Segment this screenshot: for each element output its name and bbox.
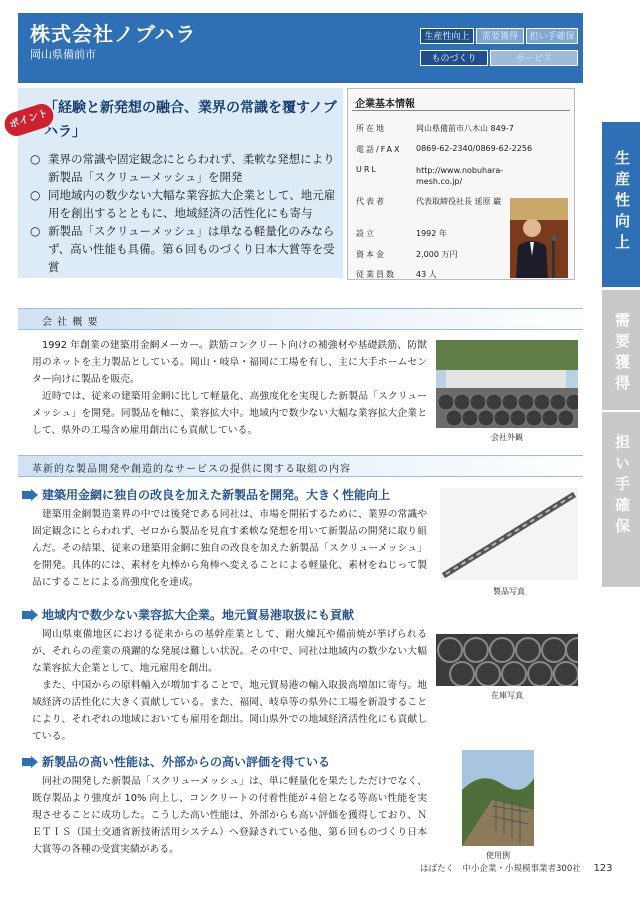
info-label-capital: 資本金 [356,250,386,259]
subtab-service[interactable]: サービス [490,50,578,66]
footer-text: はばたく 中小企業・小規模事業者300社 [420,864,581,874]
overview-paragraph: 1992 年創業の建築用金網メーカー。鉄筋コンクリート向けの補強材や基礎鉄筋、防獣用のネットを主力製品としている。岡山・岐阜・福岡に工場を有し、主に大手ホームセンター向けに製品を販売。 [32,340,427,385]
page-footer [420,862,613,874]
point-title: 「経験と新発想の融合、業界の常識を覆すノブハラ」 [44,100,337,140]
info-label-founded: 設立 [356,229,376,238]
info-label-employees: 従業員数 [356,270,396,279]
tab-productivity[interactable]: 生産性向上 [420,28,474,44]
initiative-body: 同社の開発した新製品「スクリューメッシュ」は、単に軽量化を果たしただけでなく、既存製品より強度が 10% 向上し、コンクリートの付着性能が４倍となる等高い性能を実現させることに成功した。こうした高い性能は、外部からも高い評価を獲得しており、ＮＥＴＩＳ（国土交通省新技術活用システム）へ登録されている他、第６回ものづくり日本大賞等の各種の受賞実績がある。 [32,776,427,855]
company-name: 株式会社ノブハラ [30,22,197,46]
info-value-employees: 43 人 [416,270,437,279]
info-value-founded: 1992 年 [416,229,447,238]
point-item: ○ 同地域内の数少ない大幅な業容拡大企業として、地元雇用を創出するとともに、地域経済の活性化にも寄与 [30,186,340,222]
side-tab-demand[interactable] [602,290,640,410]
photo-caption: 在庫写真 [491,691,523,700]
photo-caption: 会社外観 [491,433,523,442]
initiative-title: 地域内で数少ない業容拡大企業。地元貿易港取扱にも貢献 [42,608,355,622]
side-tab-workforce[interactable] [602,412,640,587]
side-tab-productivity[interactable] [602,122,640,287]
divider [352,110,570,111]
initiative-body: また、中国からの原料輸入が増加することで、地元貿易港の輸入取扱高増加に寄与。地域経済の活性化に大きく貢献している。また、福岡、岐阜等の県外に工場を新設することにより、それぞれの地域においても雇用を創出。岡山県外での地域経済活性化にも貢献している。 [32,680,427,742]
inventory-photo [436,634,578,686]
section-bar-overview [18,308,583,330]
overview-paragraph: 近時では、従来の建築用金網に比して軽量化、高強度化を実現した新製品「スクリューメッシュ」を開発。同製品を軸に、業容拡大中。地域内で数少ない大幅な業容拡大企業として、県外の工場含め雇用創出にも貢献している。 [32,391,427,436]
product-photo [440,488,578,580]
tab-workforce[interactable]: 担い手確保 [526,28,578,44]
point-list [30,150,340,276]
info-value-representative: 代表取締役社長 延原 巌 [416,197,502,206]
subtab-monozukuri[interactable]: ものづくり [420,50,488,66]
info-label-address: 所在地 [356,124,386,133]
point-badge: ポイント [2,101,57,139]
company-location: 岡山県備前市 [30,48,96,61]
arrow-icon [22,756,38,768]
point-item: ○ 新製品「スクリューメッシュ」は単なる軽量化のみならず、高い性能も具備。第６回ものづくり日本大賞等を受賞 [30,222,340,276]
initiative-body: 建築用金網製造業界の中では後発である同社は、市場を開拓するために、業界の常識や固定観念にとらわれず、ゼロから製品を見直す柔軟な発想を用いて新製品の開発に取り組んだ。その結果、従来の建築用金網に独自の改良を加えた新製品「スクリューメッシュ」を開発。具体的には、素材を丸棒から角棒へ変えることによる軽量化、素材をねじって製品にすることによる高強度化を達成。 [32,509,427,588]
initiative-title: 建築用金網に独自の改良を加えた新製品を開発。大きく性能向上 [42,488,391,502]
photo-caption: 使用例 [486,851,510,860]
info-value-capital: 2,000 万円 [416,250,458,259]
initiative-body: 岡山県東備地区における従来からの基幹産業として、耐火煉瓦や備前焼が挙げられるが、それらの産業の飛躍的な発展は難しい状況。その中で、同社は地域内の数少ない大幅な業容拡大企業として、地元雇用を創出。 [32,629,427,674]
info-value-url[interactable]: http://www.nobuhara-mesh.co.jp/ [416,166,504,186]
info-label-phone: 電話/FAX [356,145,402,154]
photo-caption: 製品写真 [493,587,525,596]
representative-photo [510,198,568,278]
side-tab-label: 担い手確保 [613,434,631,539]
section-heading-initiatives: 革新的な製品開発や創造的なサービスの提供に関する取組の内容 [32,464,351,475]
arrow-icon [22,489,38,501]
initiative-title: 新製品の高い性能は、外部からの高い評価を得ている [42,755,331,769]
info-label-representative: 代表者 [356,197,386,206]
company-exterior-photo [436,340,578,428]
company-info-title: 企業基本情報 [355,99,415,110]
arrow-icon [22,609,38,621]
section-heading-overview: 会 社 概 要 [42,317,99,328]
info-label-url: URL [356,165,378,174]
info-value-address: 岡山県備前市八木山 849-7 [416,124,514,133]
info-value-phone: 0869-62-2340/0869-62-2256 [416,144,533,153]
side-tab-label: 需要獲得 [613,312,631,396]
side-tab-label: 生産性向上 [613,150,631,255]
point-item: ○ 業界の常識や固定観念にとらわれず、柔軟な発想により新製品「スクリューメッシュ」を開発 [30,150,340,186]
page-number: 123 [593,863,613,874]
usage-example-photo [462,750,534,846]
tab-demand[interactable]: 需要獲得 [476,28,524,44]
